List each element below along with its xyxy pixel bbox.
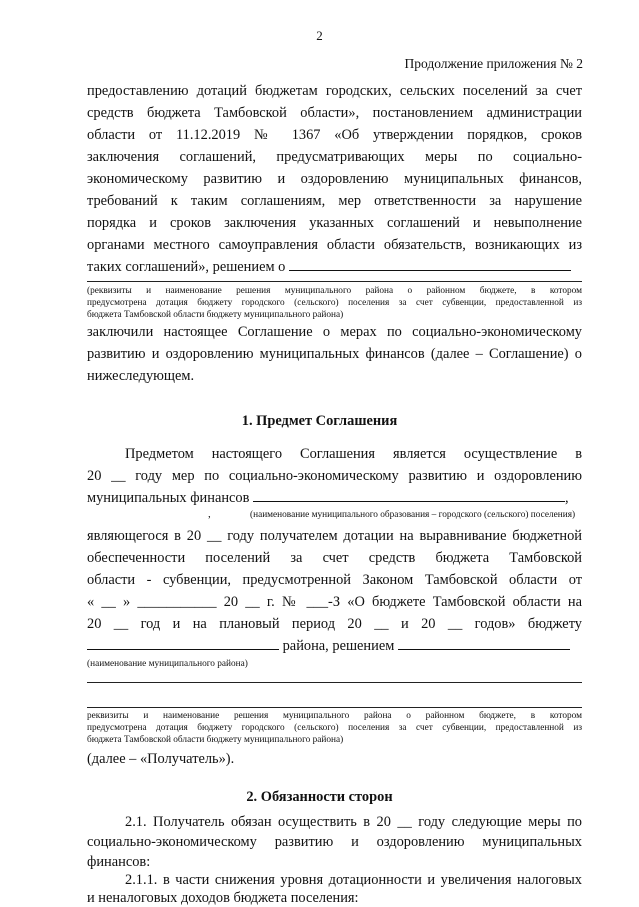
page-number: 2 xyxy=(316,28,323,43)
underline-rule xyxy=(87,682,582,683)
text-line: социально-экономическому развитию и оздоровлению муниципальных xyxy=(87,834,582,850)
text-line: 2.1. Получатель обязан осуществить в 20 __ году следующие меры по xyxy=(125,814,582,830)
continuation-label: Продолжение приложения № 2 xyxy=(404,56,583,71)
text-fragment: муниципальных финансов xyxy=(87,490,250,506)
text-line: являющегося в 20 __ году получателем дотации на выравнивание бюджетной xyxy=(87,528,582,544)
text-line: средств бюджета Тамбовской области», постановлением администрации xyxy=(87,105,582,121)
text-line: обеспеченности поселений за счет средств бюджета Тамбовской xyxy=(87,550,582,566)
text-line: Предметом настоящего Соглашения является осуществление в xyxy=(125,446,582,462)
blank-field xyxy=(253,489,565,502)
footnote-line: бюджета Тамбовской области бюджету муниципального района) xyxy=(87,735,344,745)
text-line: 20 __ год и на плановый период 20 __ и 20 __ годов» бюджету xyxy=(87,616,582,632)
text-line: 20 __ году мер по социально-экономическому развитию и оздоровлению xyxy=(87,468,582,484)
blank-field xyxy=(289,258,571,271)
underline-rule xyxy=(87,707,582,708)
text-line-with-blank xyxy=(87,258,582,276)
blank-field xyxy=(87,637,279,650)
text-line: заключили настоящее Соглашение о мерах по социально-экономическому xyxy=(87,324,582,340)
text-line: заключения соглашений, предусматривающих меры по социально- xyxy=(87,149,582,165)
footnote-line: предусмотрена дотация бюджету городского (сельского) поселения за счет субвенции, предоставленной из xyxy=(87,298,582,308)
text-line: « __ » ___________ 20 __ г. № ___-З «О бюджете Тамбовской области на xyxy=(87,594,582,610)
text-fragment: района, решением xyxy=(282,638,395,654)
text-line: органами местного самоуправления области обязательств, возникающих из xyxy=(87,237,582,253)
text-line: области от 11.12.2019 № 1367 «Об утверждении порядков, сроков xyxy=(87,127,582,143)
section-heading: 1. Предмет Соглашения xyxy=(241,413,398,429)
text-fragment: таких соглашений», решением о xyxy=(87,259,286,275)
text-line: требований к таким соглашениям, мер ответственности за нарушение xyxy=(87,193,582,209)
text-line: развитию и оздоровлению муниципальных финансов (далее – Соглашение) о xyxy=(87,346,582,362)
footnote-line: реквизиты и наименование решения муниципального района о районном бюджете, в котором xyxy=(87,711,582,721)
text-line-with-blank xyxy=(87,489,582,507)
text-line: финансов: xyxy=(87,854,151,870)
footnote-line: (реквизиты и наименование решения муниципального района о районном бюджете, в котором xyxy=(87,286,582,296)
underline-rule xyxy=(87,281,582,282)
text-line: порядка и сроков заключения указанных соглашений и невыполнение xyxy=(87,215,582,231)
text-line: 2.1.1. в части снижения уровня дотационности и увеличения налоговых xyxy=(125,872,582,888)
footnote-line: (наименование муниципального образования – городского (сельского) поселения) xyxy=(250,510,576,520)
text-line: области - субвенции, предусмотренной Законом Тамбовской области от xyxy=(87,572,582,588)
text-line: экономическому развитию и оздоровлению муниципальных финансов, xyxy=(87,171,582,187)
text-line: (далее – «Получатель»). xyxy=(87,751,235,767)
comma-mark: , xyxy=(208,508,211,520)
footnote-line: (наименование муниципального района) xyxy=(87,659,248,669)
text-line: нижеследующем. xyxy=(87,368,195,384)
text-line: предоставлению дотаций бюджетам городских, сельских поселений за счет xyxy=(87,83,582,99)
footnote-line: предусмотрена дотация бюджету городского (сельского) поселения за счет субвенции, предоставленной из xyxy=(87,723,582,733)
text-fragment: , xyxy=(565,490,569,506)
text-line: и неналоговых доходов бюджета поселения: xyxy=(87,890,359,906)
blank-field xyxy=(398,637,570,650)
footnote-line: бюджета Тамбовской области бюджету муниципального района) xyxy=(87,310,344,320)
section-heading: 2. Обязанности сторон xyxy=(246,789,393,805)
text-line-with-blank xyxy=(87,637,582,655)
